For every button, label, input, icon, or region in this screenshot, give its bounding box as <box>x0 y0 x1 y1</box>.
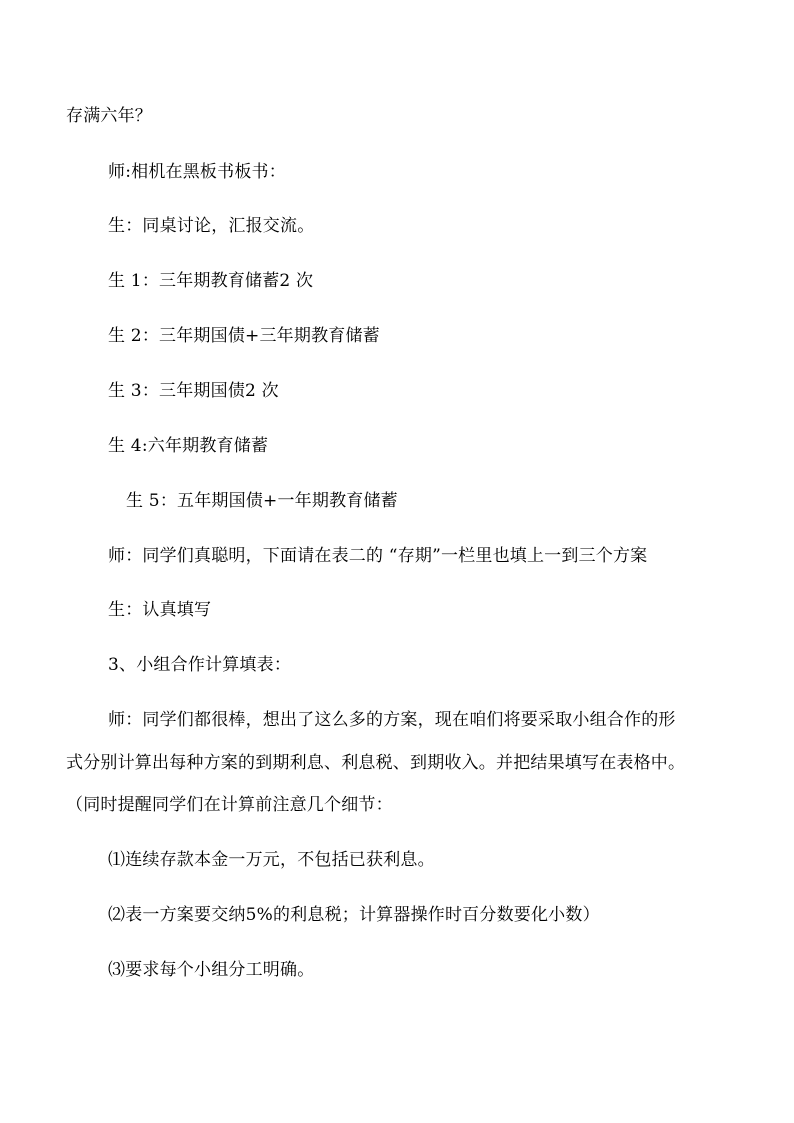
list-item-detail-2: ⑵表一方案要交纳5%的利息税；计算器操作时百分数要化小数） <box>108 905 600 925</box>
list-item-detail-1: ⑴连续存款本金一万元，不包括已获利息。 <box>108 850 435 870</box>
paragraph-student-4: 生 4:六年期教育储蓄 <box>108 436 269 456</box>
paragraph-student-discuss: 生：同桌讨论，汇报交流。 <box>108 216 315 236</box>
paragraph-reminder-intro: （同时提醒同学们在计算前注意几个细节： <box>66 795 393 815</box>
paragraph-teacher-board: 师:相机在黑板书板书： <box>108 162 286 182</box>
paragraph-teacher-instruction-1: 师：同学们都很棒，想出了这么多的方案，现在咱们将要采取小组合作的形 <box>108 710 676 730</box>
paragraph-student-5: 生 5：五年期国债+一年期教育储蓄 <box>126 491 398 511</box>
paragraph-teacher-praise: 师：同学们真聪明，下面请在表二的 “存期”一栏里也填上一到三个方案 <box>108 546 648 566</box>
paragraph-student-2: 生 2：三年期国债+三年期教育储蓄 <box>108 326 380 346</box>
paragraph-student-1: 生 1：三年期教育储蓄2 次 <box>108 271 314 291</box>
paragraph-student-fill: 生：认真填写 <box>108 600 212 620</box>
paragraph-teacher-instruction-2: 式分别计算出每种方案的到期利息、利息税、到期收入。并把结果填写在表格中。 <box>66 753 686 773</box>
paragraph-continuation: 存满六年？ <box>66 106 152 126</box>
list-item-detail-3: ⑶要求每个小组分工明确。 <box>108 960 315 980</box>
paragraph-student-3: 生 3：三年期国债2 次 <box>108 381 279 401</box>
section-heading-group-work: 3、小组合作计算填表： <box>108 655 292 675</box>
